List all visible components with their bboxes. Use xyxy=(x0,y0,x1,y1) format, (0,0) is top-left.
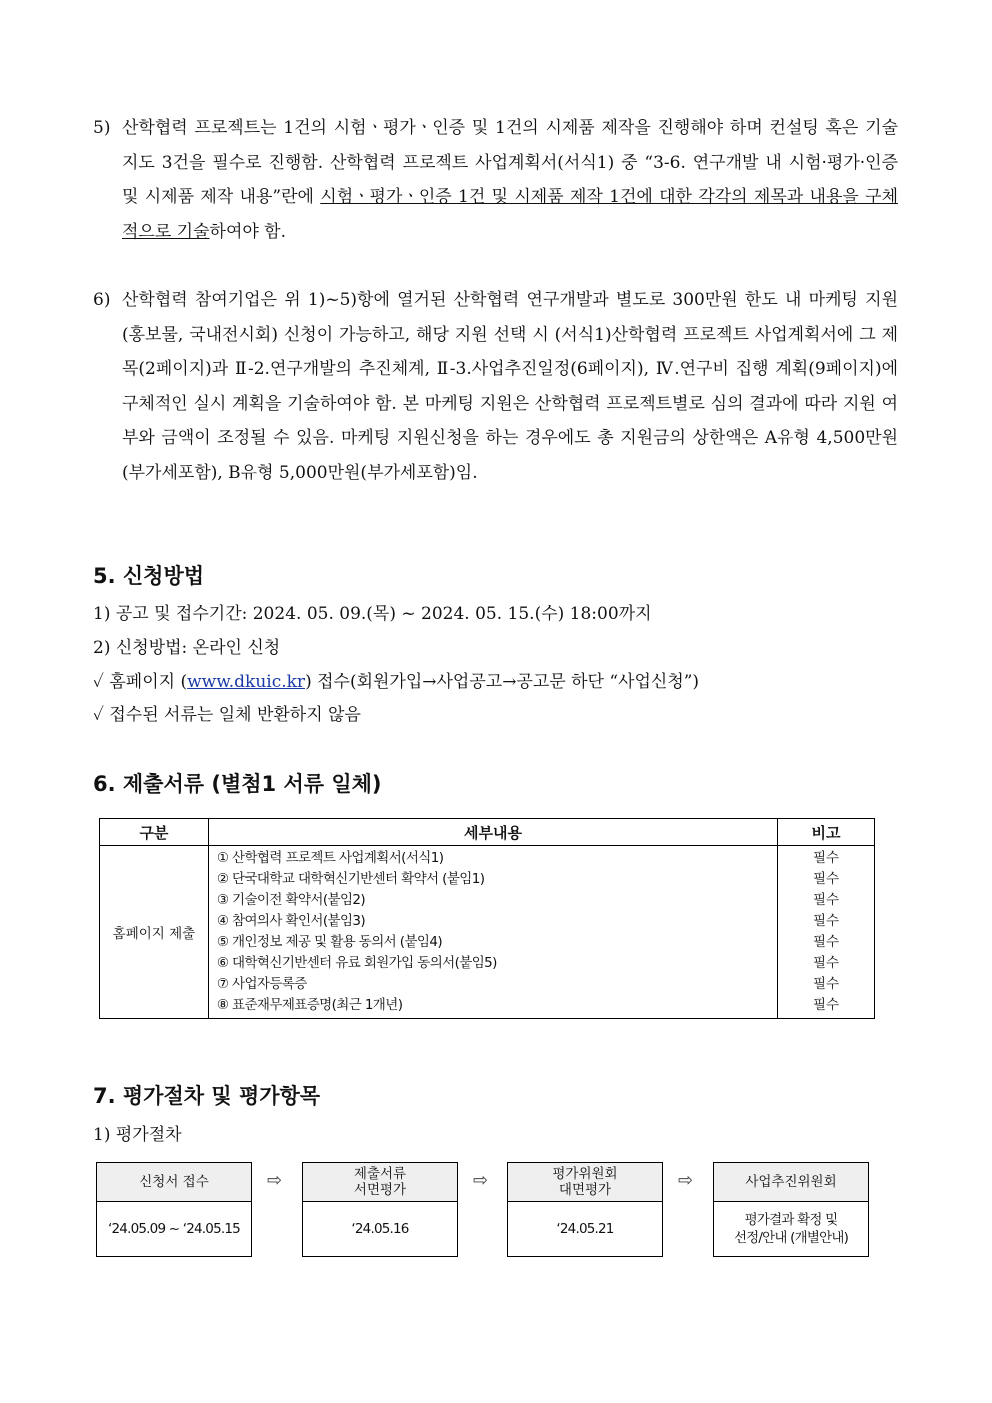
document-item: ⑤ 개인정보 제공 및 활용 동의서 (붙임4) xyxy=(216,934,443,950)
document-item: ⑧ 표준재무제표증명(최근 1개년) xyxy=(216,997,403,1013)
homepage-link[interactable]: www.dkuic.kr xyxy=(187,672,306,692)
flow-step-1 xyxy=(96,1162,252,1257)
document-item: ① 산학협력 프로젝트 사업계획서(서식1) xyxy=(216,850,444,866)
flow-step-4 xyxy=(713,1162,869,1257)
notes-cell xyxy=(778,846,875,1019)
step-title: 평가위원회 대면평가 xyxy=(508,1163,662,1202)
step-title: 신청서 접수 xyxy=(97,1163,251,1202)
homepage-check-item xyxy=(93,670,699,694)
section-heading-5: 5. 신청방법 xyxy=(93,564,205,588)
document-item: ⑦ 사업자등록증 xyxy=(216,976,307,992)
section-heading-6: 6. 제출서류 (별첨1 서류 일체) xyxy=(93,772,382,796)
right-arrow-icon: ⇨ xyxy=(473,1170,489,1191)
paragraph-text: 산학협력 프로젝트는 1건의 시험ㆍ평가ㆍ인증 및 1건의 시제품 제작을 진행해야 하며 컨설팅 혹은 기술지도 3건을 필수로 진행함. 산학협력 프로젝트 사업계획서(서식1) 중 “3-6. 연구개발 내 시험·평가·인증 및 시제품 제작 내용”란에 xyxy=(122,118,898,207)
application-period: 1) 공고 및 접수기간: 2024. 05. 09.(목) ~ 2024. 05. 15.(수) 18:00까지 xyxy=(93,604,652,624)
required-note: 필수 xyxy=(813,913,840,929)
list-item-text: 산학협력 참여기업은 위 1)~5)항에 열거된 산학협력 연구개발과 별도로 300만원 한도 내 마케팅 지원(홍보물, 국내전시회) 신청이 가능하고, 해당 지원 선택 시 (서식1)산학협력 프로젝트 사업계획서에 그 제목(2페이지)과 Ⅱ-2.연구개발의 추진체계, Ⅱ-3.사업추진일정(6페이지), Ⅳ.연구비 집행 계획(9페이지)에 구체적인 실시 계획을 기술하여야 함. 본 마케팅 지원은 산학협력 프로젝트별로 심의 결과에 따라 지원 여부와 금액이 조정될 수 있음. 마케팅 지원신청을 하는 경우에도 총 지원금의 상한액은 A유형 4,500만원(부가세포함), B유형 5,000만원(부가세포함)임. xyxy=(122,290,898,483)
check-text: ) 접수(회원가입→사업공고→공고문 하단 “사업신청”) xyxy=(305,672,700,692)
header-note: 비고 xyxy=(778,819,875,846)
application-method: 2) 신청방법: 온라인 신청 xyxy=(93,638,281,658)
step-title: 제출서류 서면평가 xyxy=(303,1163,457,1202)
right-arrow-icon: ⇨ xyxy=(678,1170,694,1191)
paragraph-text: 하여야 함. xyxy=(209,221,287,242)
step-date: ‘24.05.21 xyxy=(556,1221,614,1237)
category-cell: 홈페이지 제출 xyxy=(100,846,209,1019)
list-number: 6) xyxy=(93,290,111,310)
list-item-5 xyxy=(93,111,898,249)
step-date: ‘24.05.16 xyxy=(351,1221,409,1237)
underlined-text: 시험ㆍ평가ㆍ인증 1건 및 시제품 제작 1건에 대한 각각의 제목과 내용을 구체적으로 기술 xyxy=(122,187,898,242)
table-header-row xyxy=(100,819,875,846)
required-note: 필수 xyxy=(813,892,840,908)
required-note: 필수 xyxy=(813,997,840,1013)
document-item: ④ 참여의사 확인서(붙임3) xyxy=(216,913,366,929)
required-note: 필수 xyxy=(813,955,840,971)
no-return-check-item: ✓ 접수된 서류는 일체 반환하지 않음 xyxy=(93,705,361,725)
document-item: ② 단국대학교 대학혁신기반센터 확약서 (붙임1) xyxy=(216,871,485,887)
list-number: 5) xyxy=(93,118,111,138)
right-arrow-icon: ⇨ xyxy=(267,1170,283,1191)
header-category: 구분 xyxy=(100,819,209,846)
check-text: ✓ 홈페이지 ( xyxy=(93,672,188,692)
list-item-6 xyxy=(93,283,898,490)
required-note: 필수 xyxy=(813,850,840,866)
document-item: ③ 기술이전 확약서(붙임2) xyxy=(216,892,366,908)
required-note: 필수 xyxy=(813,976,840,992)
required-note: 필수 xyxy=(813,934,840,950)
list-item-text xyxy=(122,111,898,249)
table-row xyxy=(100,846,875,1019)
step-result: 평가결과 확정 및 선정/안내 (개별안내) xyxy=(733,1212,849,1246)
items-cell xyxy=(208,846,777,1019)
header-details: 세부내용 xyxy=(208,819,777,846)
section-heading-7: 7. 평가절차 및 평가항목 xyxy=(93,1084,321,1108)
document-item: ⑥ 대학혁신기반센터 유료 회원가입 동의서(붙임5) xyxy=(216,955,497,971)
documents-table xyxy=(99,818,875,1019)
evaluation-procedure-label: 1) 평가절차 xyxy=(93,1125,182,1145)
required-note: 필수 xyxy=(813,871,840,887)
step-date: ‘24.05.09 ~ ‘24.05.15 xyxy=(108,1221,240,1237)
flow-step-3 xyxy=(507,1162,663,1257)
step-title: 사업추진위원회 xyxy=(714,1163,868,1202)
flow-step-2 xyxy=(302,1162,458,1257)
